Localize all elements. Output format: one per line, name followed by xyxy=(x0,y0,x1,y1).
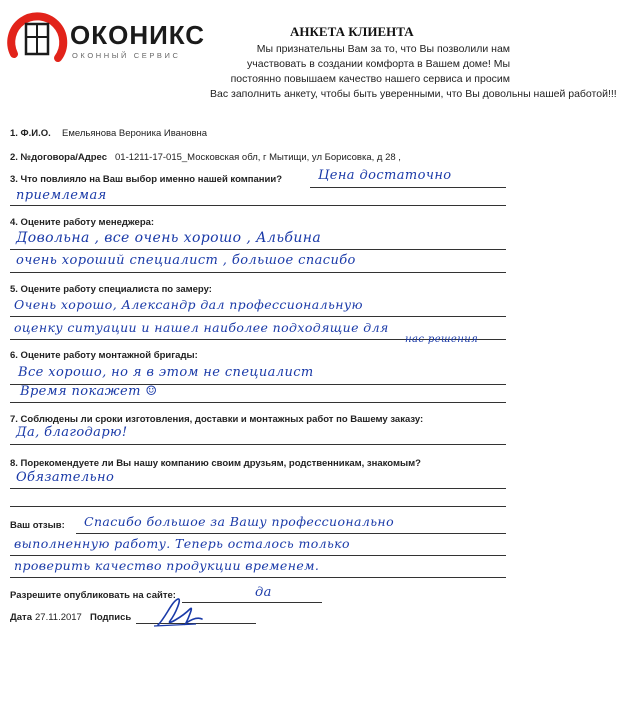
answer-line xyxy=(10,205,506,206)
question-4-label: 4. Оцените работу менеджера: xyxy=(10,217,155,228)
contract-value: 01-1211-17-015_Московская обл, г Мытищи, ул Борисовка, д 28 , xyxy=(115,152,401,163)
fio-label: 1. Ф.И.О. xyxy=(10,128,51,139)
logo-name: ОКОНИКС xyxy=(70,20,206,50)
answer-line xyxy=(10,577,506,578)
answer-line xyxy=(10,316,506,317)
intro-text xyxy=(210,42,617,102)
publish-answer: да xyxy=(255,585,272,600)
question-4-answer-line-1: Довольна , все очень хорошо , Альбина xyxy=(16,230,322,246)
question-3-label: 3. Что повлияло на Ваш выбор именно нашей компании? xyxy=(10,174,283,185)
question-5-label: 5. Оцените работу специалиста по замеру: xyxy=(10,284,212,295)
review-label: Ваш отзыв: xyxy=(10,520,65,531)
intro-line: постоянно повышаем качество нашего сервиса и просим xyxy=(230,73,510,85)
question-5-answer-line-1: Очень хорошо, Александр дал профессиональную xyxy=(14,297,363,312)
intro-line: Мы признательны Вам за то, что Вы позволили нам xyxy=(256,43,510,55)
question-8-label: 8. Порекомендуете ли Вы нашу компанию своим друзьям, родственникам, знакомым? xyxy=(10,458,421,469)
company-logo xyxy=(8,10,208,66)
question-8-answer: Обязательно xyxy=(16,470,115,485)
date-value: 27.11.2017 xyxy=(35,612,82,623)
answer-line xyxy=(10,506,506,507)
intro-line: участвовать в создании комфорта в Вашем доме! Мы xyxy=(247,58,510,70)
question-4-answer-line-2: очень хороший специалист , большое спасибо xyxy=(16,253,356,268)
window-logo-icon xyxy=(8,10,70,66)
handwritten-signature xyxy=(152,595,212,629)
review-answer-line-1: Спасибо большое за Вашу профессионально xyxy=(84,514,394,529)
answer-line xyxy=(10,488,506,489)
answer-line xyxy=(10,555,506,556)
answer-line xyxy=(10,272,506,273)
question-6-answer-line-2: Время покажет ☺ xyxy=(20,384,158,399)
intro-line: Вас заполнить анкету, чтобы быть уверенными, что Вы довольны нашей работой!!! xyxy=(210,88,617,100)
review-answer-line-2: выполненную работу. Теперь осталось только xyxy=(14,536,350,551)
publish-label: Разрешите опубликовать на сайте: xyxy=(10,590,176,601)
contract-label: 2. №договора/Адрес xyxy=(10,152,107,163)
signature-label: Подпись xyxy=(90,612,132,623)
logo-tagline: ОКОННЫЙ СЕРВИС xyxy=(72,51,181,60)
question-7-label: 7. Соблюдены ли сроки изготовления, доставки и монтажных работ по Вашему заказу: xyxy=(10,414,424,425)
review-answer-line-3: проверить качество продукции временем. xyxy=(14,558,320,573)
question-6-label: 6. Оцените работу монтажной бригады: xyxy=(10,350,198,361)
answer-line xyxy=(76,533,506,534)
question-6-answer-line-1: Все хорошо, но я в этом не специалист xyxy=(18,365,314,380)
question-7-answer: Да, благодарю! xyxy=(16,425,128,440)
question-5-answer-line-2: оценку ситуации и нашел наиболее подходящие для xyxy=(14,320,389,335)
date-label: Дата xyxy=(10,612,32,623)
answer-line xyxy=(10,402,506,403)
form-title: АНКЕТА КЛИЕНТА xyxy=(290,24,414,39)
question-5-answer-line-3: нас решения xyxy=(405,334,479,345)
answer-line xyxy=(310,187,506,188)
question-3-answer-line-1: Цена достаточно xyxy=(318,168,452,183)
question-3-answer-line-2: приемлемая xyxy=(16,188,107,203)
answer-line xyxy=(10,444,506,445)
answer-line xyxy=(10,249,506,250)
fio-value: Емельянова Вероника Ивановна xyxy=(62,128,208,139)
